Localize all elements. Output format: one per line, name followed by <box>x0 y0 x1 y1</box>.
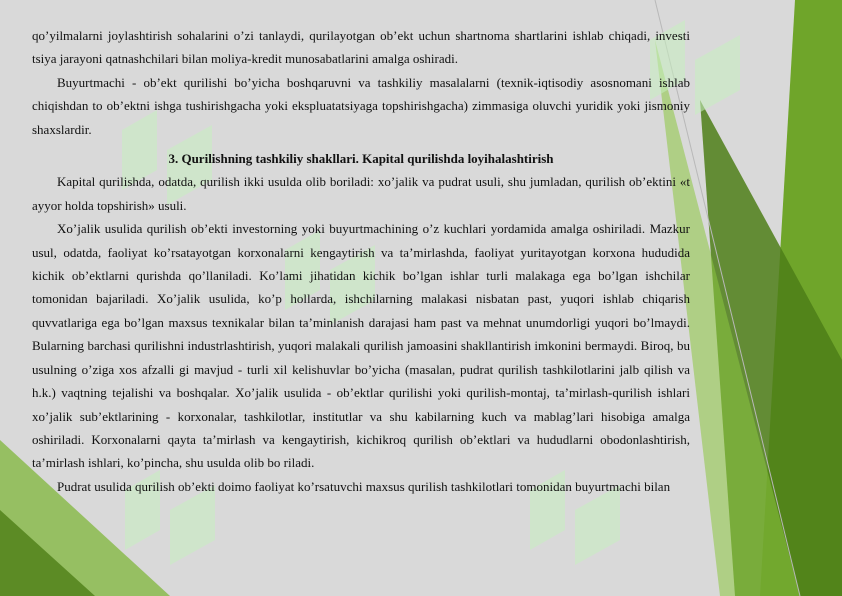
section-heading: 3. Qurilishning tashkiliy shakllari. Kapital qurilishda loyihalashtirish <box>168 151 554 167</box>
paragraph-pudrat-usuli: Pudrat usulida qurilish ob’ekti doimo faoliyat ko’rsatuvchi maxsus qurilish tashkilotlari tomonidan buyurtmachi bilan <box>57 478 671 494</box>
document-body <box>32 24 690 498</box>
paragraph-buyurtmachi: Buyurtmachi - ob’ekt qurilishi bo’yicha boshqaruvni va tashkiliy masalalarni (texnik-iqtisodiy asosnomani ishlab chiqishdan to ob’ektni ishga tushirishgacha yoki ekspluatatsiyaga topshirishgacha) zimmasiga oluvchi yuridik yoki jismoniy shaxslardir. <box>32 74 690 137</box>
paragraph-continuation: qo’yilmalarni joylashtirish sohalarini o’zi tanlaydi, qurilayotgan ob’ekt uchun shartnoma shartlarini ishlab chiqadi, investi tsiya jarayoni qatnashchilari bilan moliya-kredit munosabatlarini amalga oshiradi. <box>32 28 690 67</box>
paragraph-xojalik-usuli: Xo’jalik usulida qurilish ob’ekti investorning yoki buyurtmachining o’z kuchlari yordamida amalga oshiriladi. Mazkur usul, odatda, faoliyat ko’rsatayotgan korxonalarni kengaytirish va ta’mirlashda, faoliyat yuritayotgan korxona hududida kichik ob’ektlarni qurishda qo’llaniladi. Ko’lami jihatidan kichik bo’lgan ishlar turli malakaga ega bo’lgan ishchilar tomonidan bajariladi. Xo’jalik usulida, ko’p hollarda, ishchilarning malakasi nisbatan past, yuqori ishlab chiqarish quvvatlariga ega bo’lgan maxsus texnikalar bilan ta’minlanish darajasi ham past va mehnat unumdorligi yuqori bo’lmaydi. Bularning barchasi qurilishni industrlashtirish, yuqori malakali qurilish jamoasini shakllantirish imkonini bermaydi. Biroq, bu usulning o’ziga xos afzalli gi mavjud - turli xil kelishuvlar bo’yicha (masalan, pudrat qurilish tashkilotlarini jalb qilish va h.k.) vaqtning tejalishi va boshqalar. Xo’jalik usulida - ob’ektlar qurilishi yoki qurilish-montaj, ta’mirlash-qurilish ishlari xo’jalik sub’ektlarining - korxonalar, tashkilotlar, institutlar va shu kabilarning kuch va mablag’lari hisobiga amalga oshiriladi. Korxonalarni qayta ta’mirlash va kengaytirish, kichikroq qurilish ob’ektlari va hududlarni obodonlashtirish, ta’mirlash ishlari, ko’pincha, shu usulda olib bo riladi. <box>32 221 690 471</box>
paragraph-kapital-qurilish: Kapital qurilishda, odatda, qurilish ikki usulda olib boriladi: xo’jalik va pudrat usuli, shu jumladan, qurilish ob’ektini «t ayyor holda topshirish» usuli. <box>32 174 690 213</box>
